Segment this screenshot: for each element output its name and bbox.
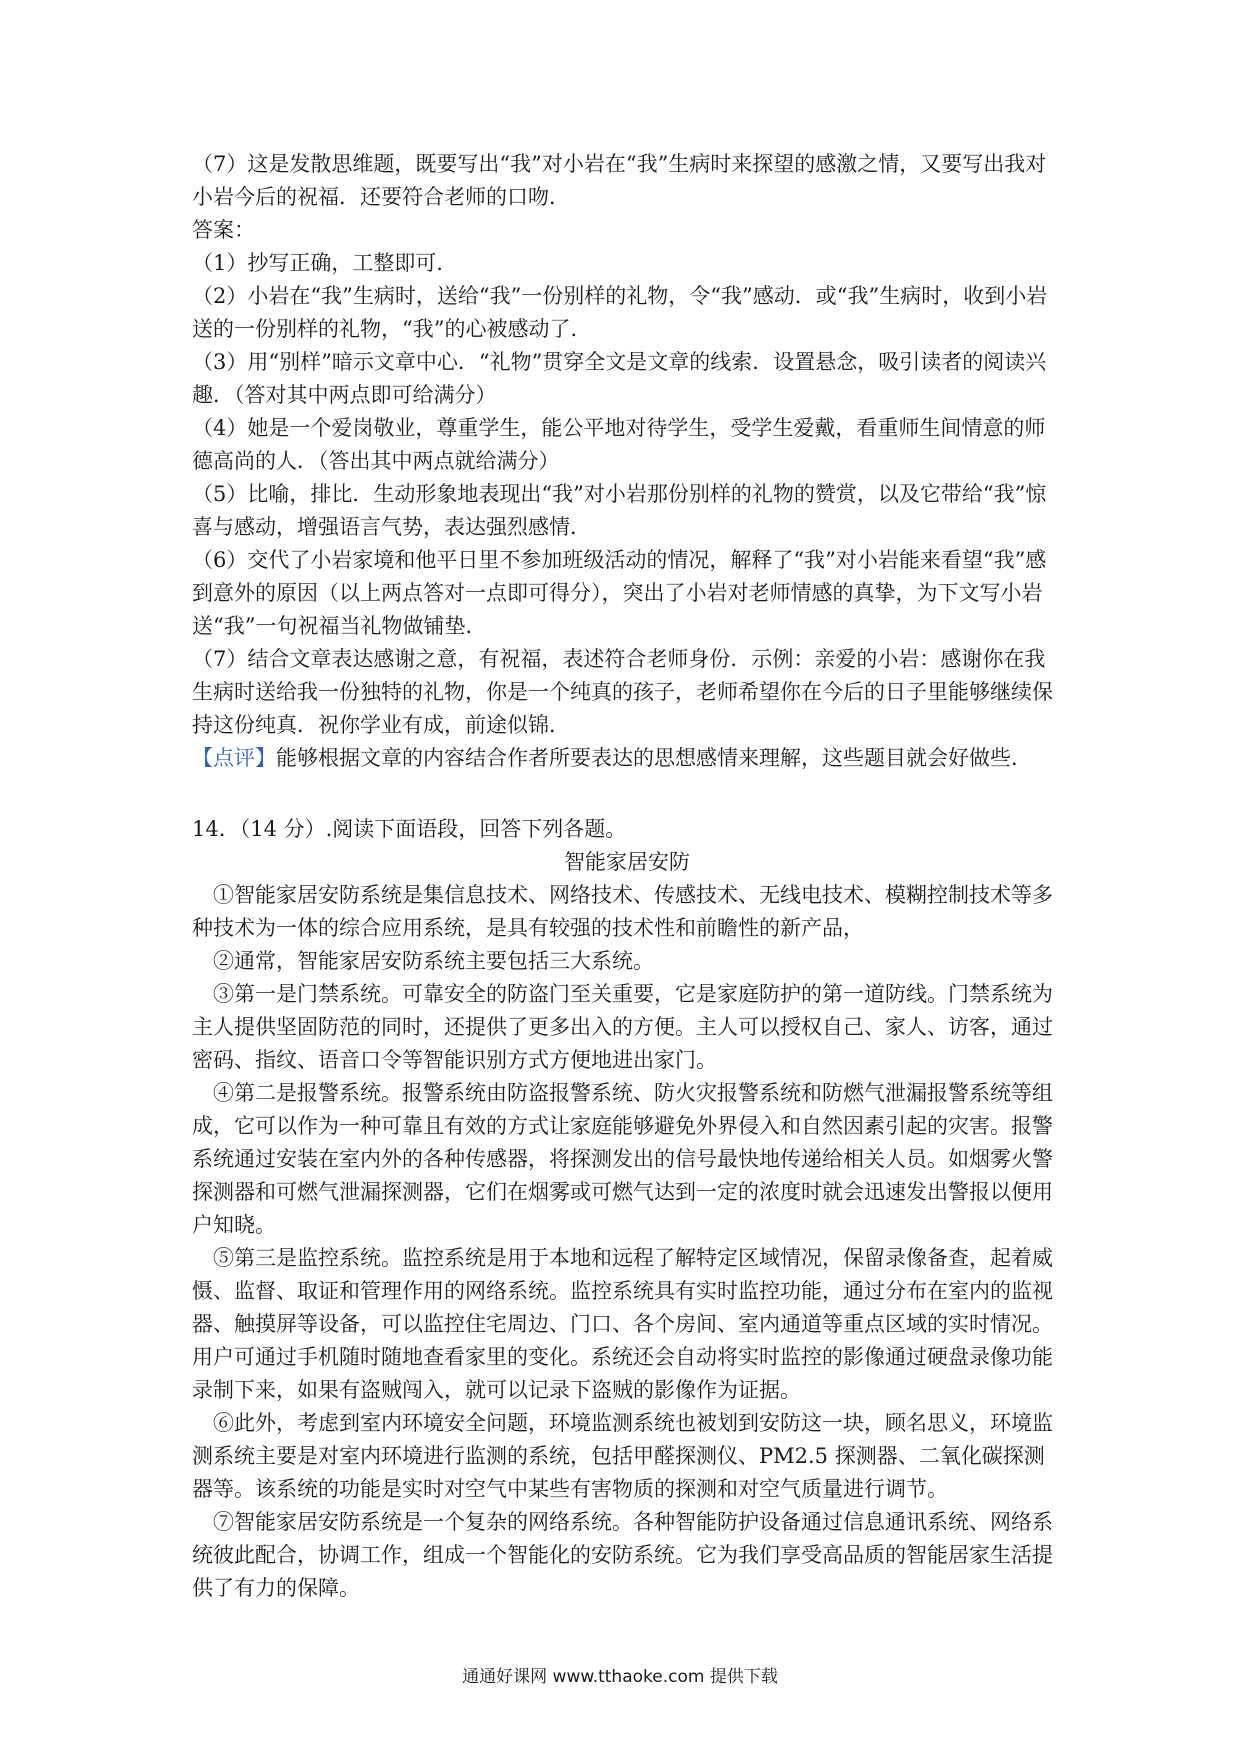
- article-paragraph: ①智能家居安防系统是集信息技术、网络技术、传感技术、无线电技术、模糊控制技术等多种技术为一体的综合应用系统，是具有较强的技术性和前瞻性的新产品，: [192, 883, 1053, 940]
- answer-item: （2）小岩在“我”生病时，送给“我”一份别样的礼物，令“我”感动．或“我”生病时，收到小岩送的一份别样的礼物，“我”的心被感动了．: [192, 284, 1048, 341]
- answer-item: （4）她是一个爱岗敬业，尊重学生，能公平地对待学生，受学生爱戴，看重师生间情意的师德高尚的人．（答出其中两点就给满分）: [192, 416, 1046, 473]
- page-footer: 通通好课网 www.tthaoke.com 提供下载: [462, 1667, 778, 1687]
- answer-heading: 答案：: [192, 218, 255, 242]
- article-paragraph: ⑦智能家居安防系统是一个复杂的网络系统。各种智能防护设备通过信息通讯系统、网络系统彼此配合，协调工作，组成一个智能化的安防系统。它为我们享受高品质的智能居家生活提供了有力的保障。: [192, 1510, 1053, 1600]
- review-label: 【点评】: [192, 746, 276, 770]
- answer-item: （5）比喻，排比．生动形象地表现出“我”对小岩那份别样的礼物的赞赏，以及它带给“我”惊喜与感动，增强语言气势，表达强烈感情．: [192, 482, 1047, 539]
- answer-item: （1）抄写正确，工整即可．: [192, 251, 458, 275]
- article-body: [192, 879, 1062, 1605]
- review: [192, 742, 1062, 775]
- review-text: 能够根据文章的内容结合作者所要表达的思想感情来理解，这些题目就会好做些．: [276, 746, 1032, 770]
- analysis-q7: （7）这是发散思维题，既要写出“我”对小岩在“我”生病时来探望的感激之情，又要写出我对小岩今后的祝福．还要符合老师的口吻．: [192, 152, 1047, 209]
- answer-item: （7）结合文章表达感谢之意，有祝福，表述符合老师身份．示例：亲爱的小岩：感谢你在我生病时送给我一份独特的礼物，你是一个纯真的孩子，老师希望你在今后的日子里能够继续保持这份纯真．祝你学业有成，前途似锦．: [192, 647, 1053, 737]
- answer-item: （3）用“别样”暗示文章中心．“礼物”贯穿全文是文章的线索．设置悬念，吸引读者的阅读兴趣．（答对其中两点即可给满分）: [192, 350, 1047, 407]
- article-title: 智能家居安防: [564, 850, 690, 874]
- page-content: [192, 148, 1062, 1605]
- question-header: 14．（14 分）.阅读下面语段，回答下列各题。: [192, 817, 627, 841]
- answer-item: （6）交代了小岩家境和他平日里不参加班级活动的情况，解释了“我”对小岩能来看望“我”感到意外的原因（以上两点答对一点即可得分），突出了小岩对老师情感的真挚，为下文写小岩送“我”一句祝福当礼物做铺垫．: [192, 548, 1047, 638]
- article-paragraph: ⑥此外，考虑到室内环境安全问题，环境监测系统也被划到安防这一块，顾名思义，环境监测系统主要是对室内环境进行监测的系统，包括甲醛探测仪、PM2.5 探测器、二氧化碳探测器等。该系统的功能是实时对空气中某些有害物质的探测和对空气质量进行调节。: [192, 1411, 1053, 1501]
- article-paragraph: ④第二是报警系统。报警系统由防盗报警系统、防火灾报警系统和防燃气泄漏报警系统等组成，它可以作为一种可靠且有效的方式让家庭能够避免外界侵入和自然因素引起的灾害。报警系统通过安装在室内外的各种传感器，将探测发出的信号最快地传递给相关人员。如烟雾火警探测器和可燃气泄漏探测器，它们在烟雾或可燃气达到一定的浓度时就会迅速发出警报以便用户知晓。: [192, 1081, 1053, 1237]
- article-paragraph: ③第一是门禁系统。可靠安全的防盗门至关重要，它是家庭防护的第一道防线。门禁系统为主人提供坚固防范的同时，还提供了更多出入的方便。主人可以授权自己、家人、访客，通过密码、指纹、语音口令等智能识别方式方便地进出家门。: [192, 982, 1053, 1072]
- article-paragraph: ⑤第三是监控系统。监控系统是用于本地和远程了解特定区域情况，保留录像备查，起着威慑、监督、取证和管理作用的网络系统。监控系统具有实时监控功能，通过分布在室内的监视器、触摸屏等设备，可以监控住宅周边、门口、各个房间、室内通道等重点区域的实时情况。用户可通过手机随时随地查看家里的变化。系统还会自动将实时监控的影像通过硬盘录像功能录制下来，如果有盗贼闯入，就可以记录下盗贼的影像作为证据。: [192, 1246, 1053, 1402]
- section-spacer: [192, 775, 1062, 813]
- article-paragraph: ②通常，智能家居安防系统主要包括三大系统。: [213, 949, 654, 973]
